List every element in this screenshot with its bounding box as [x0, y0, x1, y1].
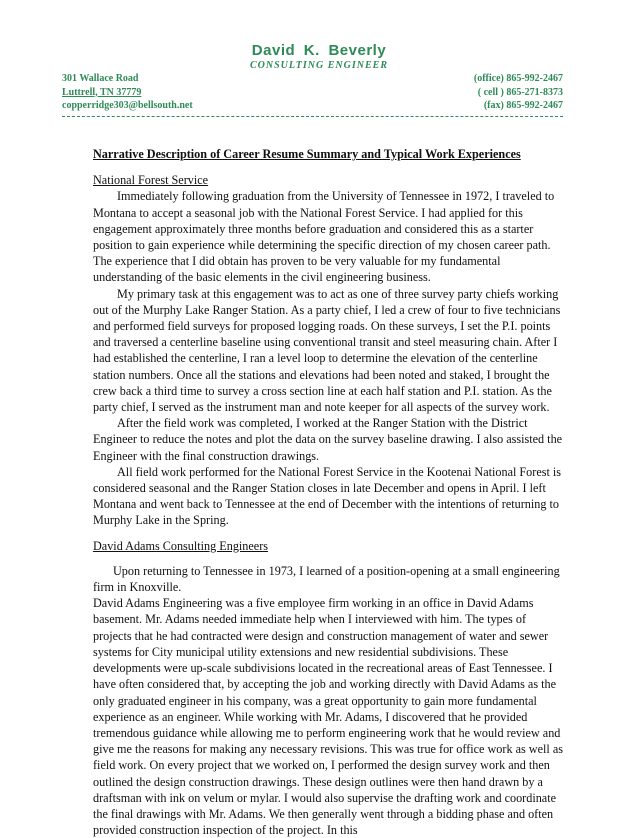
paragraph: My primary task at this engagement was to act as one of three survey party chiefs working out of the Murphy Lake Ranger Station. As a party chief, I led a crew of four to five technicians and performed field surveys for proposed logging roads. On these surveys, I set the P.I. points and traversed a centerline baseline using conventional transit and steel measuring chain. After I had established the centerline, I ran a level loop to determine the elevation of the centerline station numbers. Once all the stations and elevations had been noted and staked, I brought the crew back a third time to survey a cross section line at each half station and P.I. station. As the party chief, I served as the instrument man and note keeper for all aspects of the survey work. [93, 286, 561, 415]
letterhead [0, 42, 638, 71]
phone-cell: ( cell ) 865-271-8373 [477, 86, 563, 98]
phone-office: (office) 865-992-2467 [473, 73, 563, 84]
contact-block [62, 72, 563, 113]
address-line-2: Luttrell, TN 37779 [62, 86, 142, 98]
letterhead-divider [62, 116, 563, 117]
paragraph: All field work performed for the National Forest Service in the Kootenai National Forest is considered seasonal and the Ranger Station closes in late December and opens in April. I left Montana and went back to Tennessee at the end of December with the intentions of returning to Murphy Lake in the Spring. [93, 464, 562, 528]
section-title-forest-service: National Forest Service [93, 173, 209, 188]
author-title: CONSULTING ENGINEER [249, 60, 388, 71]
section-title-adams-engineers: David Adams Consulting Engineers [93, 538, 269, 553]
paragraph: David Adams Engineering was a five employee firm working in an office in David Adams basement. Mr. Adams needed immediate help when I interviewed with him. The types of projects that he had contracted were design and construction management of water and sewer systems for City municipal utility extensions and new residential subdivisions. These developments were up-scale subdivisions located in the recreational areas of East Tennessee. I have often considered that, by accepting the job and working directly with David Adams as the only graduated engineer in his company, was a great opportunity to gain more fundamental experience as an engineer. While working with Mr. Adams, I discovered that he provided tremendous guidance while allowing me to perform engineering work that he would review and give me the reasons for making any necessary revisions. This was true for office work as well as field work. On every project that we worked on, I performed the design survey work and then outlined the design construction drawings. These design outlines were then hand drawn by a draftsman with ink on velum or mylar. I would also supervise the drafting work and coordinate the final drawings with Mr. Adams. We then generally went through a bidding phase and often provided construction inspection of the project. In this [93, 596, 563, 838]
phone-fax: (fax) 865-992-2467 [483, 100, 563, 111]
email-address: copperridge303@bellsouth.net [62, 100, 193, 111]
paragraph: After the field work was completed, I worked at the Ranger Station with the District Engineer to reduce the notes and plot the data on the survey baseline drawing. I also assisted the Engineer with the final construction drawings. [93, 416, 563, 463]
paragraph: Immediately following graduation from the University of Tennessee in 1972, I traveled to Montana to accept a seasonal job with the National Forest Service. I had applied for this engagement approximately three months before graduation and considered this as a starter position to gain experience while determining the specific direction of my chosen career path. The experience that I did obtain has proven to be very valuable for my fundamental understanding of the basic elements in the civil engineering business. [93, 189, 555, 285]
address-line-1: 301 Wallace Road [62, 73, 139, 84]
document-heading: Narrative Description of Career Resume Summary and Typical Work Experiences [93, 147, 521, 161]
author-name: David K. Beverly [251, 42, 387, 59]
paragraph: Upon returning to Tennessee in 1973, I learned of a position-opening at a small engineering firm in Knoxville. [93, 563, 560, 595]
document-body [93, 146, 563, 838]
